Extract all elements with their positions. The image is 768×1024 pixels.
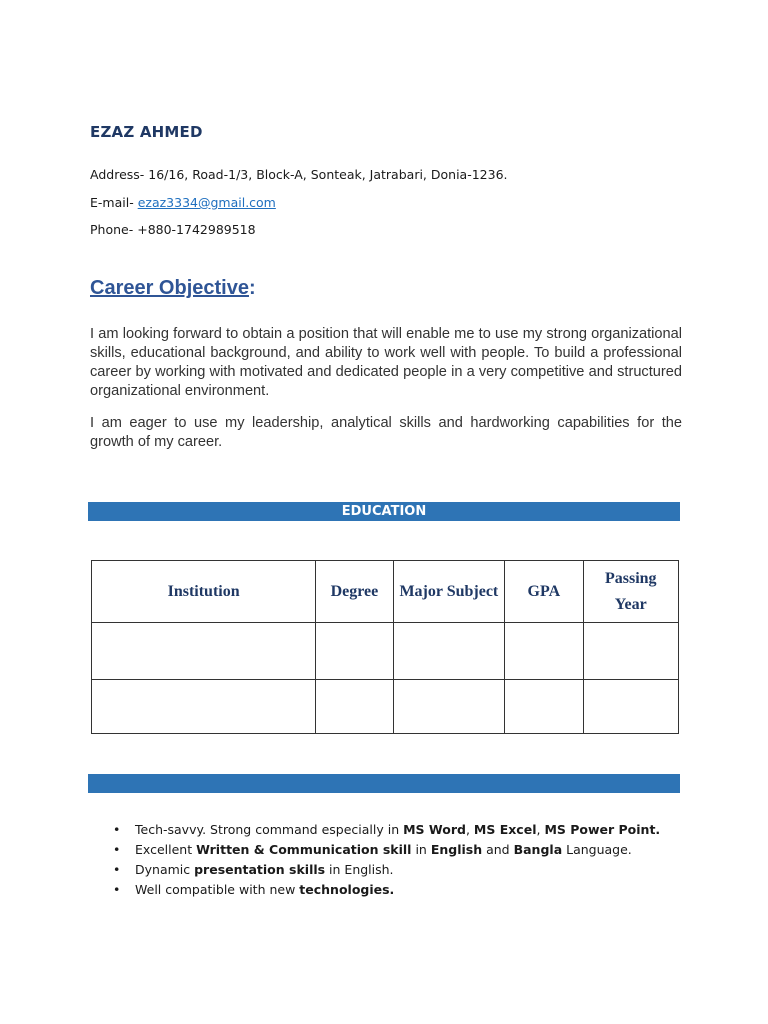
skill-text: , [536, 822, 545, 837]
objective-paragraph-1: I am looking forward to obtain a position that will enable me to use my strong organizational skills, educational background, and ability to work well with people. To build a professional career by working with motivated and dedicated people in a very competitive and structured organizational environment. [90, 326, 682, 399]
table-cell [92, 623, 316, 680]
column-header-gpa: GPA [505, 561, 583, 623]
table-cell [505, 623, 583, 680]
skill-emphasis: MS Power Point. [544, 822, 661, 837]
table-cell [393, 680, 505, 734]
table-cell [316, 623, 393, 680]
table-cell [92, 680, 316, 734]
skill-text: , [465, 822, 474, 837]
table-cell [505, 680, 583, 734]
career-objective-title: Career Objective [90, 277, 249, 299]
skill-emphasis: technologies. [299, 882, 395, 897]
column-header-degree: Degree [316, 561, 393, 623]
skill-text: Tech-savvy. Strong command especially in [135, 822, 404, 837]
skill-emphasis: Written & Communication skill [196, 842, 412, 857]
address-label: Address- [90, 167, 145, 182]
skill-emphasis: presentation skills [194, 862, 326, 877]
table-cell [583, 623, 678, 680]
table-cell [393, 623, 505, 680]
skill-emphasis: MS Excel [473, 822, 537, 837]
column-header-institution: Institution [92, 561, 316, 623]
bullet-icon: • [113, 862, 121, 877]
skill-emphasis: English [430, 842, 483, 857]
phone-line [90, 222, 256, 237]
address-line [90, 167, 508, 182]
skill-emphasis: MS Word [403, 822, 466, 837]
table-row [92, 623, 679, 680]
list-item [113, 860, 660, 880]
email-label: E-mail- [90, 195, 134, 210]
table-row [92, 680, 679, 734]
list-item [113, 840, 660, 860]
skill-text: Well compatible with new [135, 882, 300, 897]
skill-text: Dynamic [135, 862, 195, 877]
bullet-icon: • [113, 842, 121, 857]
skill-text: and [482, 842, 514, 857]
table-cell [583, 680, 678, 734]
applicant-name: EZAZ AHMED [90, 123, 203, 141]
bullet-icon: • [113, 822, 121, 837]
column-header-passing-year: Passing Year [583, 561, 678, 623]
skills-section-bar [88, 774, 680, 793]
objective-paragraph-2: I am eager to use my leadership, analytical skills and hardworking capabilities for the growth of my career. [90, 415, 682, 450]
skill-emphasis: Bangla [513, 842, 563, 857]
education-table-header-row [92, 561, 679, 623]
email-link[interactable]: ezaz3334@gmail.com [137, 195, 276, 210]
table-cell [316, 680, 393, 734]
email-line [90, 195, 276, 210]
skill-text: Excellent [135, 842, 197, 857]
career-objective-colon: : [248, 277, 256, 299]
column-header-major-subject: Major Subject [393, 561, 505, 623]
career-objective-heading [90, 277, 256, 300]
education-table [91, 560, 679, 734]
phone-value: +880-1742989518 [137, 222, 256, 237]
skill-text: in [411, 842, 431, 857]
skill-text: Language. [562, 842, 632, 857]
address-value: 16/16, Road-1/3, Block-A, Sonteak, Jatrabari, Donia-1236. [148, 167, 508, 182]
list-item [113, 820, 660, 840]
skills-list [113, 820, 660, 900]
phone-label: Phone- [90, 222, 134, 237]
skill-text: in English. [325, 862, 394, 877]
list-item [113, 880, 660, 900]
bullet-icon: • [113, 882, 121, 897]
education-section-bar: EDUCATION [88, 502, 680, 521]
